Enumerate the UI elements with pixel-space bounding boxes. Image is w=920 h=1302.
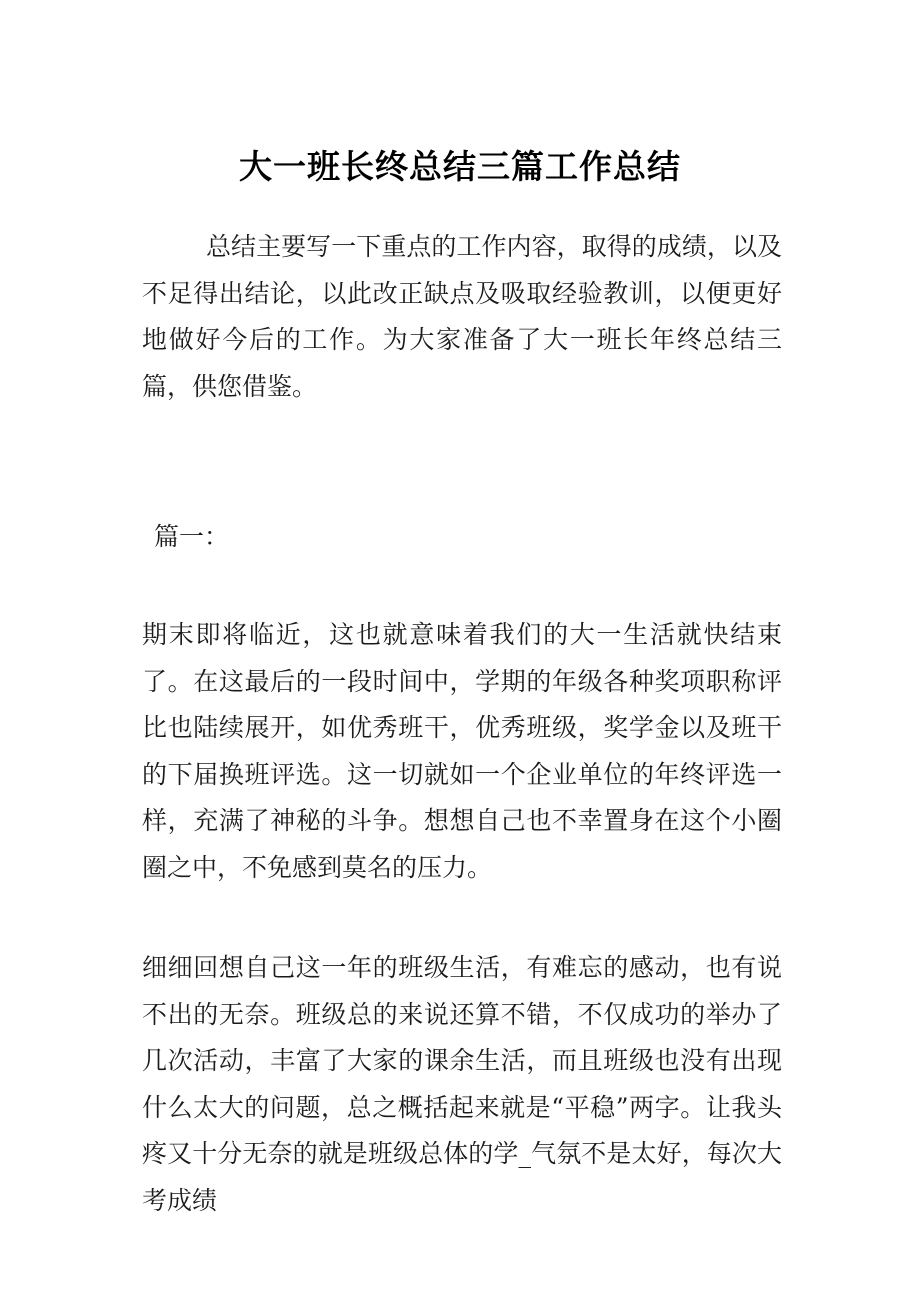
section-label: 篇一： [154, 522, 230, 551]
body-paragraph-2: 细细回想自己这一年的班级生活，有难忘的感动，也有说不出的无奈。班级总的来说还算不错，不仅成功的举办了几次活动，丰富了大家的课余生活，而且班级也没有出现什么太大的问题，总之概括起来就是“平稳”两字。让我头疼又十分无奈的就是班级总体的学_气氛不是太好，每次大考成绩 [142, 953, 782, 1215]
intro-paragraph: 总结主要写一下重点的工作内容，取得的成绩，以及不足得出结论，以此改正缺点及吸取经验教训，以便更好地做好今后的工作。为大家准备了大一班长年终总结三篇，供您借鉴。 [142, 232, 782, 401]
document-title: 大一班长终总结三篇工作总结 [239, 147, 681, 186]
body-paragraph-1: 期末即将临近，这也就意味着我们的大一生活就快结束了。在这最后的一段时间中，学期的年级各种奖项职称评比也陆续展开，如优秀班干，优秀班级，奖学金以及班干的下届换班评选。这一切就如一个企业单位的年终评选一样，充满了神秘的斗争。想想自己也不幸置身在这个小圈圈之中，不免感到莫名的压力。 [142, 620, 782, 882]
